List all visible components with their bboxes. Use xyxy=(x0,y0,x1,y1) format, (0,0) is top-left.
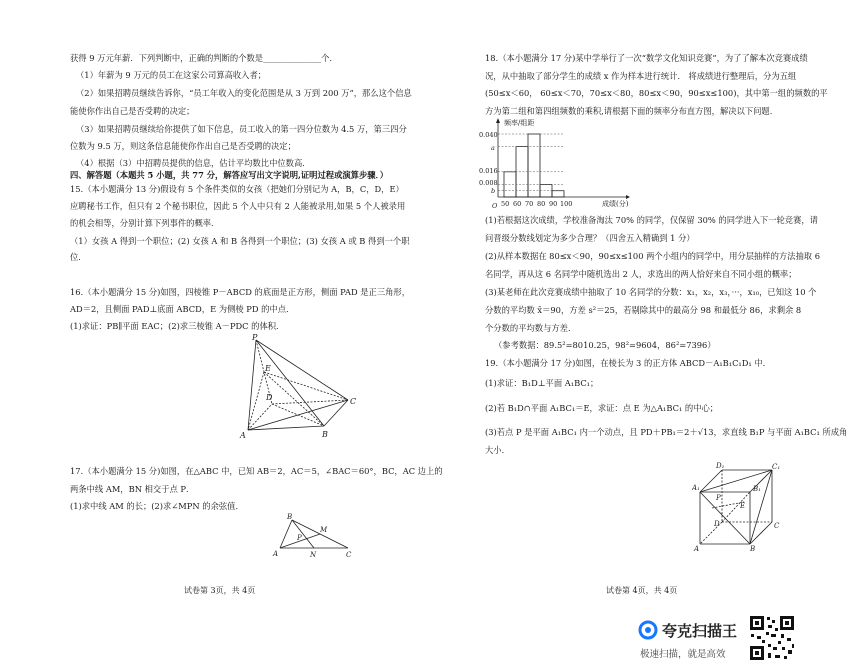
text-line: (1)求证：B₁D⊥平面 A₁BC₁； xyxy=(485,378,599,388)
histogram-bar xyxy=(552,191,564,197)
vertex-label: D₁ xyxy=(716,462,725,470)
text-line: （1）女孩 A 得到一个职位；(2) 女孩 A 和 B 各得到一个职位；(3) 女孩 A 或 B 得到一个职 xyxy=(70,236,410,246)
histogram-bar xyxy=(528,134,540,197)
y-tick: b xyxy=(491,187,496,195)
quark-logo-icon xyxy=(638,620,658,640)
text-line: (2)若 B₁D∩平面 A₁BC₁＝E，求证：点 E 为△A₁BC₁ 的中心； xyxy=(485,403,719,413)
vertex-label: C xyxy=(350,397,357,406)
vertex-label: M xyxy=(320,526,328,534)
vertex-label: D xyxy=(266,393,273,402)
question-15: 15.（本小题满分 13 分)假设有 5 个条件类似的女孩（把她们分别记为 A，B，C，D，E） xyxy=(70,184,404,194)
triangle-figure xyxy=(270,510,360,560)
page-footer: 试卷第 4页，共 4页 xyxy=(606,586,678,595)
text-line: （4）根据（3）中招聘员提供的信息，估计平均数比中位数高． xyxy=(76,158,311,168)
x-tick: 90 xyxy=(549,200,558,208)
vertex-label: P xyxy=(252,333,258,342)
scanner-name: 夸克扫描王 xyxy=(662,622,738,640)
text-line: 名同学，再从这 6 名同学中随机选出 2 人，求选出的两人恰好来自不同小组的概率； xyxy=(485,269,797,279)
question-17: 17.（本小题满分 15 分)如图，在△ABC 中，已知 AB＝2，AC＝5，∠BAC＝60°，BC，AC 边上的 xyxy=(70,466,443,476)
reference-data: （参考数据：89.5²=8010.25，98²=9604，86²=7396） xyxy=(494,340,716,350)
vertex-label: C xyxy=(774,522,780,530)
text-line: 两条中线 AM，BN 相交于点 P． xyxy=(70,484,195,494)
text-line: 问晋级分数线划定为多少合理？（四舍五入精确到 1 分） xyxy=(485,233,695,243)
vertex-label: N xyxy=(310,551,317,559)
text-line: 获得 9 万元年薪．下列判断中，正确的判断的个数是______________个． xyxy=(70,53,338,63)
text-line: (1)若根据这次成绩，学校准备淘汰 70% 的同学，仅保留 30% 的同学进入下一轮竞赛，请 xyxy=(485,215,818,225)
text-line: （2）如果招聘员继续告诉你，“员工年收入的变化范围是从 3 万到 200 万”，那么这个信息 xyxy=(76,88,412,98)
text-line: (1)求中线 AM 的长；(2)求∠MPN 的余弦值． xyxy=(70,501,244,511)
vertex-label: P xyxy=(297,534,302,542)
scanner-slogan: 极速扫描，就是高效 xyxy=(640,649,726,660)
right-page xyxy=(430,0,860,670)
text-line: (3)某老师在此次竞赛成绩中抽取了 10 名同学的分数：x₁，x₂，x₃，···，x₁₀，已知这 10 个 xyxy=(485,287,817,297)
vertex-label: B xyxy=(750,545,756,552)
vertex-label: C xyxy=(346,551,352,559)
question-16: 16.（本小题满分 15 分)如图，四棱锥 P－ABCD 的底面是正方形，侧面 PAD 是正三角形， xyxy=(70,287,411,297)
text-line: 个分数的平均数与方差． xyxy=(485,323,577,333)
question-19: 19.（本小题满分 17 分)如图，在棱长为 3 的正方体 ABCD－A₁B₁C₁D₁ 中． xyxy=(485,358,771,368)
text-line: 位数为 9.5 万，则这条信息能使你作出自己是否受聘的决定； xyxy=(70,141,296,151)
text-line: 况，从中抽取了部分学生的成绩 x 作为样本进行统计． 将成绩进行整理后，分为五组 xyxy=(485,71,797,81)
vertex-label: D xyxy=(714,520,720,528)
histogram-ylabel: 频率/组距 xyxy=(504,119,535,127)
vertex-label: B xyxy=(322,430,328,439)
text-line: (1)求证：PB∥平面 EAC；(2)求三棱锥 A－PDC 的体积． xyxy=(70,321,285,331)
vertex-label: E xyxy=(740,502,746,510)
y-tick: 0.008 xyxy=(479,179,498,187)
cube-figure xyxy=(692,460,792,552)
text-line: AD＝2，且侧面 PAD⊥底面 ABCD，E 为侧棱 PD 的中点． xyxy=(70,304,295,314)
y-tick: a xyxy=(491,144,495,152)
pyramid-figure xyxy=(236,332,366,444)
vertex-label: A xyxy=(694,545,700,552)
vertex-label: C₁ xyxy=(772,463,781,471)
page-footer: 试卷第 3页，共 4页 xyxy=(184,586,256,595)
text-line: 方为第二组和第四组频数的乘积,请根据下面的频率分布直方图，解决以下问题． xyxy=(485,106,779,116)
question-18: 18.（本小题满分 17 分)某中学举行了一次“数学文化知识竞赛”，为了了解本次竞赛成绩 xyxy=(485,53,808,63)
vertex-label: B₁ xyxy=(753,485,761,493)
x-tick: 60 xyxy=(513,200,522,208)
vertex-label: P xyxy=(716,494,721,502)
text-line: 应聘秘书工作，但只有 2 个秘书职位，因此 5 个人中只有 2 人能被录用,如果 5 个人被录用 xyxy=(70,201,406,211)
x-tick: 80 xyxy=(537,200,546,208)
text-line: (2)从样本数据在 80≤x＜90，90≤x≤100 两个小组内的同学中，用分层抽样的方法抽取 6 xyxy=(485,251,820,261)
histogram-origin: O xyxy=(492,202,498,210)
qr-code-icon xyxy=(748,614,796,662)
vertex-label: E xyxy=(265,364,271,373)
y-tick: 0.040 xyxy=(479,131,498,139)
frequency-histogram xyxy=(478,115,638,210)
text-line: 大小． xyxy=(485,445,510,455)
vertex-label: A xyxy=(240,431,246,440)
text-line: (50≤x＜60， 60≤x＜70，70≤x＜80，80≤x＜90，90≤x≤100)，其中第一组的频数的平 xyxy=(485,88,828,98)
vertex-label: B xyxy=(287,513,293,521)
x-tick: 100 xyxy=(560,200,573,208)
section-heading: 四、解答题（本题共 5 小题，共 77 分，解答应写出文字说明,证明过程或演算步骤．） xyxy=(70,170,389,180)
text-line: （3）如果招聘员继续给你提供了如下信息，员工收入的第一四分位数为 4.5 万，第三四分 xyxy=(76,124,407,134)
x-tick: 50 xyxy=(501,200,510,208)
text-line: 位． xyxy=(70,252,87,262)
text-line: (3)若点 P 是平面 A₁BC₁ 内一个动点，且 PD＋PB₁＝2＋√13，求直线 B₁P 与平面 A₁BC₁ 所成角 xyxy=(485,427,848,437)
vertex-label: A₁ xyxy=(692,484,700,492)
vertex-label: A xyxy=(273,550,279,558)
text-line: 分数的平均数 x̄＝90，方差 s²＝25，若剔除其中的最高分 98 和最低分 86，求剩余 8 xyxy=(485,305,802,315)
text-line: （1）年薪为 9 万元的员工在这家公司算高收入者； xyxy=(76,70,267,80)
text-line: 能使你作出自己是否受聘的决定； xyxy=(70,106,195,116)
y-tick: 0.016 xyxy=(479,167,498,175)
x-tick: 70 xyxy=(525,200,534,208)
histogram-xlabel: 成绩(分) xyxy=(602,200,629,208)
text-line: 的机会相等，分别计算下列事件的概率． xyxy=(70,218,220,228)
